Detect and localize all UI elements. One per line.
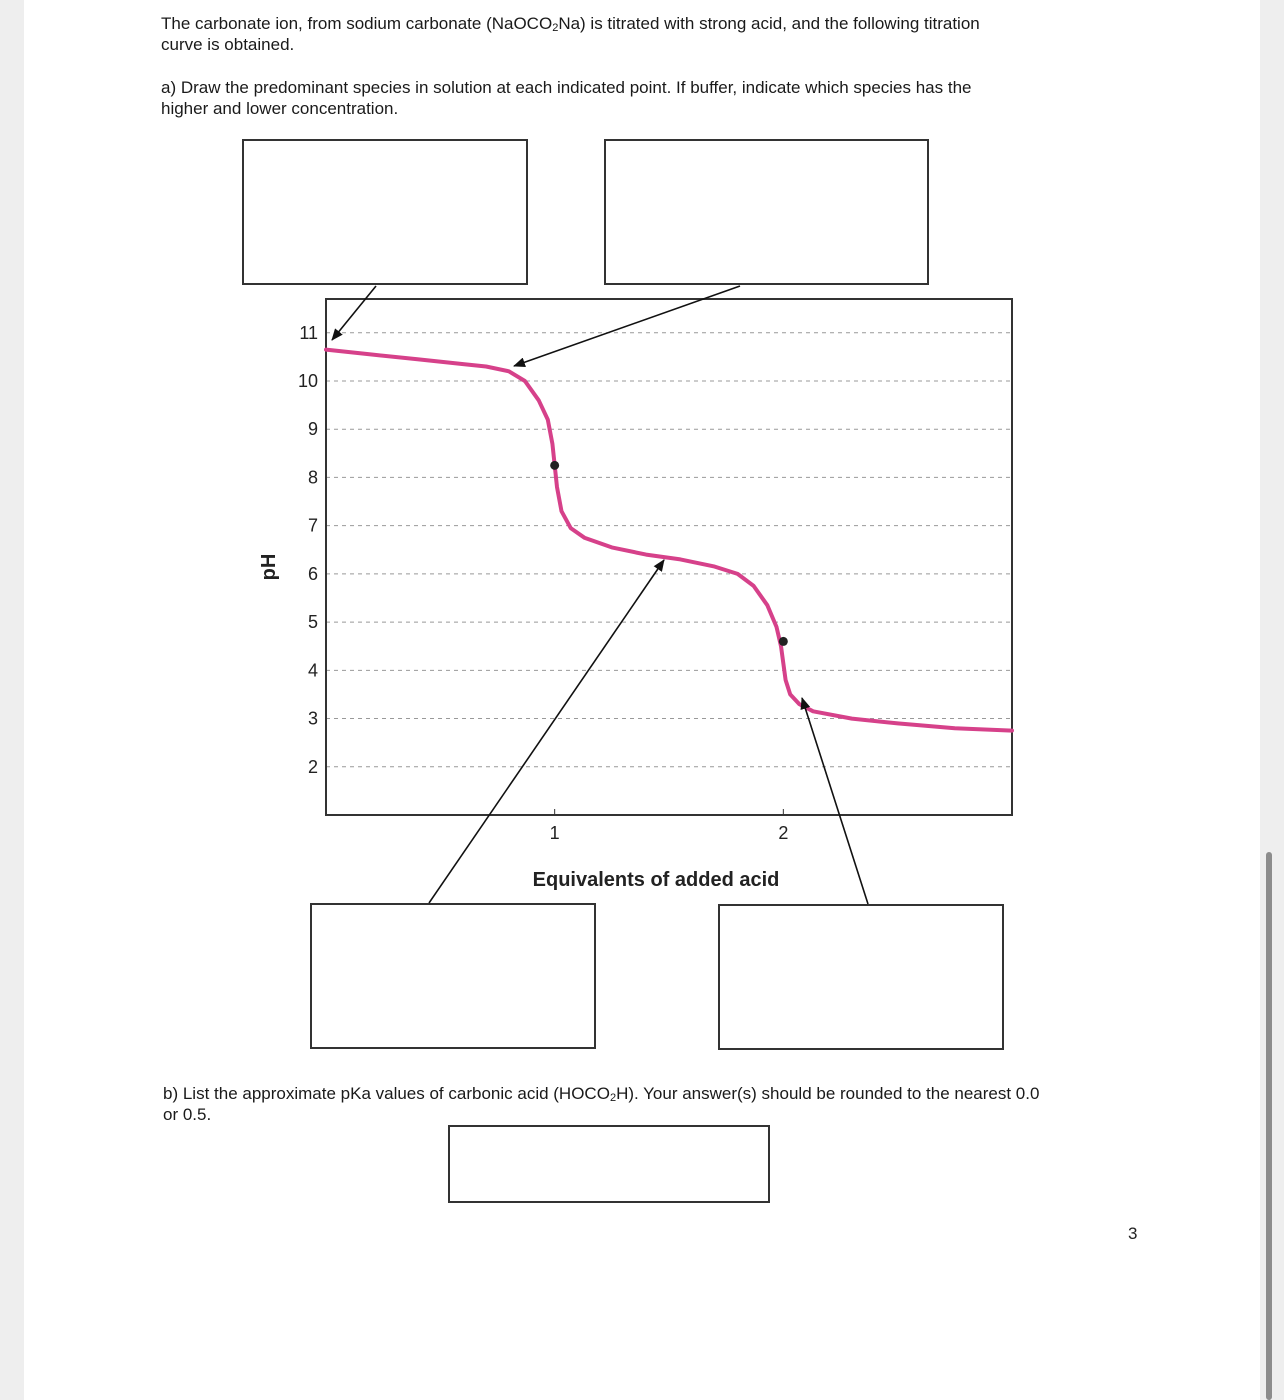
part-a-line2: higher and lower concentration. bbox=[161, 99, 399, 118]
page-number: 3 bbox=[1128, 1224, 1138, 1243]
part-b-text-start: b) List the approximate pKa values of carbonic acid (HOCO bbox=[163, 1084, 610, 1103]
grid-lines bbox=[326, 333, 1012, 767]
part-b-line2: or 0.5. bbox=[163, 1105, 212, 1124]
x-tick-label: 1 bbox=[549, 823, 560, 843]
intro-text-line2: curve is obtained. bbox=[161, 35, 295, 54]
y-tick-label: 11 bbox=[299, 322, 318, 343]
document-page bbox=[24, 0, 1260, 1400]
arrow-to-point-3 bbox=[429, 560, 664, 903]
y-tick-label: 2 bbox=[307, 756, 318, 777]
y-tick-label: 5 bbox=[307, 612, 318, 633]
titration-curve bbox=[326, 350, 1012, 731]
arrow-to-point-1 bbox=[332, 286, 376, 340]
intro-text-end: Na) is titrated with strong acid, and the following titration bbox=[558, 14, 980, 33]
y-tick-label: 7 bbox=[307, 515, 318, 536]
equivalence-points bbox=[550, 461, 788, 646]
y-tick-label: 4 bbox=[307, 660, 318, 681]
equivalence-point-marker bbox=[550, 461, 559, 470]
pointer-arrows bbox=[332, 286, 868, 904]
answer-box-pka[interactable] bbox=[448, 1125, 770, 1203]
part-b-prompt bbox=[163, 1083, 1039, 1125]
intro-text-start: The carbonate ion, from sodium carbonate (NaOCO bbox=[161, 14, 553, 33]
y-axis-ticks bbox=[298, 323, 318, 777]
y-axis-label: pH bbox=[258, 553, 280, 581]
part-b-subscript: 2 bbox=[609, 1092, 617, 1104]
part-a-line1: a) Draw the predominant species in solution at each indicated point. If buffer, indicate which species has the bbox=[161, 78, 972, 97]
equivalence-point-marker bbox=[779, 637, 788, 646]
part-b-text-end: H). Your answer(s) should be rounded to the nearest 0.0 bbox=[616, 1084, 1040, 1103]
y-tick-label: 3 bbox=[307, 708, 318, 729]
y-tick-label: 6 bbox=[307, 563, 318, 584]
intro-subscript: 2 bbox=[552, 22, 559, 34]
x-axis-label: Equivalents of added acid bbox=[532, 869, 780, 891]
x-tick-label: 2 bbox=[778, 823, 789, 843]
vertical-scrollbar[interactable] bbox=[1266, 852, 1272, 1400]
arrow-to-point-4 bbox=[802, 698, 868, 904]
y-tick-label: 9 bbox=[307, 419, 318, 440]
y-tick-label: 10 bbox=[297, 370, 318, 391]
y-tick-label: 8 bbox=[307, 467, 318, 488]
